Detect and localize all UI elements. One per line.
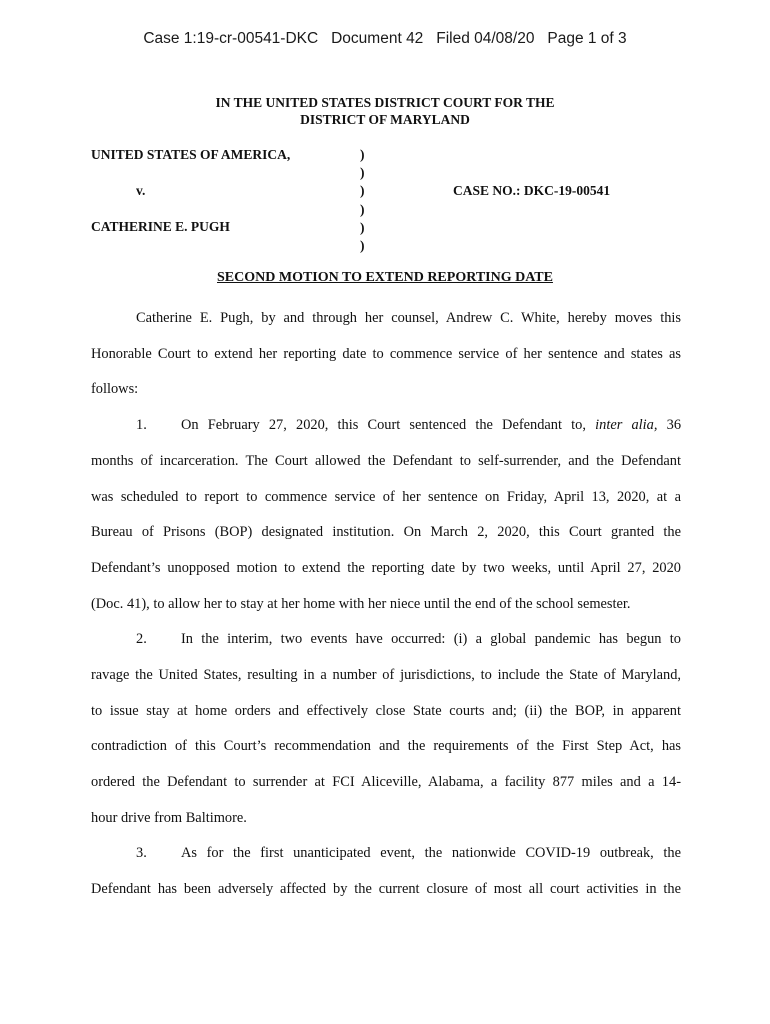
para2-line: ordered the Defendant to surrender at FCI Aliceville, Alabama, a facility 877 miles and a 14- <box>91 774 681 790</box>
court-heading <box>0 94 770 128</box>
caption-paren: ) <box>360 165 365 181</box>
para1-line: months of incarceration. The Court allowed the Defendant to self-surrender, and the Defendant <box>91 453 681 469</box>
case-number: CASE NO.: DKC-19-00541 <box>453 183 611 198</box>
court-heading-line-2: DISTRICT OF MARYLAND <box>300 112 470 127</box>
para1-line: Defendant’s unopposed motion to extend the reporting date by two weeks, until April 27, 2020 <box>91 560 681 576</box>
motion-title: SECOND MOTION TO EXTEND REPORTING DATE <box>217 270 553 285</box>
para1-first-post: 36 <box>666 417 682 433</box>
para2-first-line: In the interim, two events have occurred: (i) a global pandemic has begun to <box>181 631 681 647</box>
para3-line: Defendant has been adversely affected by the current closure of most all court activities in the <box>91 881 681 897</box>
caption-plaintiff: UNITED STATES OF AMERICA, <box>91 147 291 162</box>
intro-line: Catherine E. Pugh, by and through her counsel, Andrew C. White, hereby moves this <box>136 310 681 326</box>
caption-versus: v. <box>136 183 146 198</box>
intro-line: follows: <box>91 381 139 397</box>
caption-paren: ) <box>360 238 365 254</box>
para2-line: to issue stay at home orders and effectively close State courts and; (ii) the BOP, in apparent <box>91 703 681 719</box>
paragraph-number: 2. <box>136 631 147 647</box>
para1-line: Bureau of Prisons (BOP) designated institution. On March 2, 2020, this Court granted the <box>91 524 681 540</box>
caption-paren: ) <box>360 183 365 199</box>
para2-line: contradiction of this Court’s recommendation and the requirements of the First Step Act, has <box>91 738 681 754</box>
caption-defendant: CATHERINE E. PUGH <box>91 219 230 234</box>
court-heading-line-1: IN THE UNITED STATES DISTRICT COURT FOR THE <box>215 95 555 110</box>
caption-paren: ) <box>360 219 365 235</box>
para3-first-line: As for the first unanticipated event, the nationwide COVID-19 outbreak, the <box>181 845 681 861</box>
caption-paren: ) <box>360 147 365 162</box>
paragraph-number: 3. <box>136 845 147 861</box>
caption-paren-column <box>360 146 365 255</box>
intro-line: Honorable Court to extend her reporting date to commence service of her sentence and states as <box>91 346 681 362</box>
filing-header-stamp: Case 1:19-cr-00541-DKC Document 42 Filed 04/08/20 Page 1 of 3 <box>143 30 627 47</box>
para2-line: hour drive from Baltimore. <box>91 810 247 826</box>
para2-line: ravage the United States, resulting in a number of jurisdictions, to include the State of Maryland, <box>91 667 681 683</box>
caption-paren: ) <box>360 201 365 217</box>
para1-first-line <box>181 416 681 434</box>
para1-first-pre: On February 27, 2020, this Court sentenced the Defendant to, <box>181 417 586 433</box>
para1-first-italic: inter alia, <box>595 417 658 433</box>
para1-line: (Doc. 41), to allow her to stay at her home with her niece until the end of the school semester. <box>91 596 631 612</box>
para1-line: was scheduled to report to commence service of her sentence on Friday, April 13, 2020, at a <box>91 489 681 505</box>
paragraph-number: 1. <box>136 417 147 433</box>
